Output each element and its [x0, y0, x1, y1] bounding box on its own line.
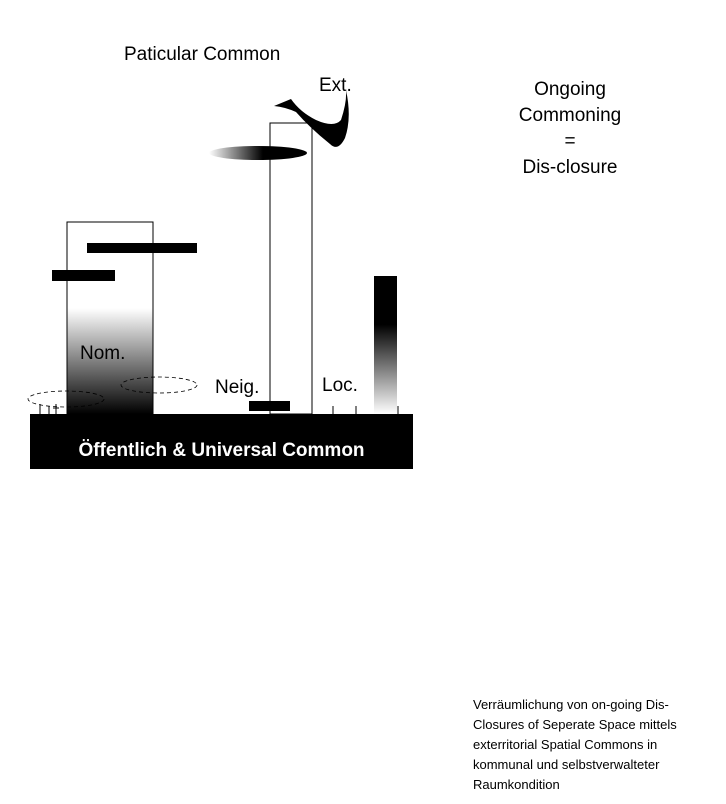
nom-label: Nom.	[80, 343, 126, 364]
ongoing-line-1: Ongoing	[534, 79, 606, 100]
ext-flag-shape	[274, 90, 349, 147]
caption-line-2: Closures of Seperate Space mittels	[473, 717, 677, 732]
caption-line-1: Verräumlichung von on-going Dis-	[473, 697, 669, 712]
ext-tower-outline	[270, 123, 312, 414]
ext-label: Ext.	[319, 75, 352, 96]
ongoing-commoning-block	[470, 77, 670, 181]
nom-bar-upper	[87, 243, 197, 253]
ongoing-line-4: Dis-closure	[522, 157, 618, 178]
neig-label: Neig.	[215, 377, 260, 398]
nom-bar-lower	[52, 270, 115, 281]
ongoing-line-2: Commoning	[518, 105, 622, 126]
loc-label: Loc.	[322, 375, 358, 396]
caption-line-4: kommunal und selbstverwalteter	[473, 757, 660, 772]
caption-line-5: Raumkondition	[473, 777, 560, 792]
diagram-title: Paticular Common	[124, 44, 281, 65]
neig-bar	[249, 401, 290, 411]
nom-small-posts	[40, 404, 59, 414]
base-platform-label: Öffentlich & Universal Common	[78, 440, 365, 461]
caption	[473, 695, 713, 795]
caption-line-3: exterritorial Spatial Commons in	[473, 737, 658, 752]
ext-cloud	[209, 146, 307, 160]
ongoing-line-3: =	[564, 131, 576, 152]
loc-column	[374, 276, 397, 414]
